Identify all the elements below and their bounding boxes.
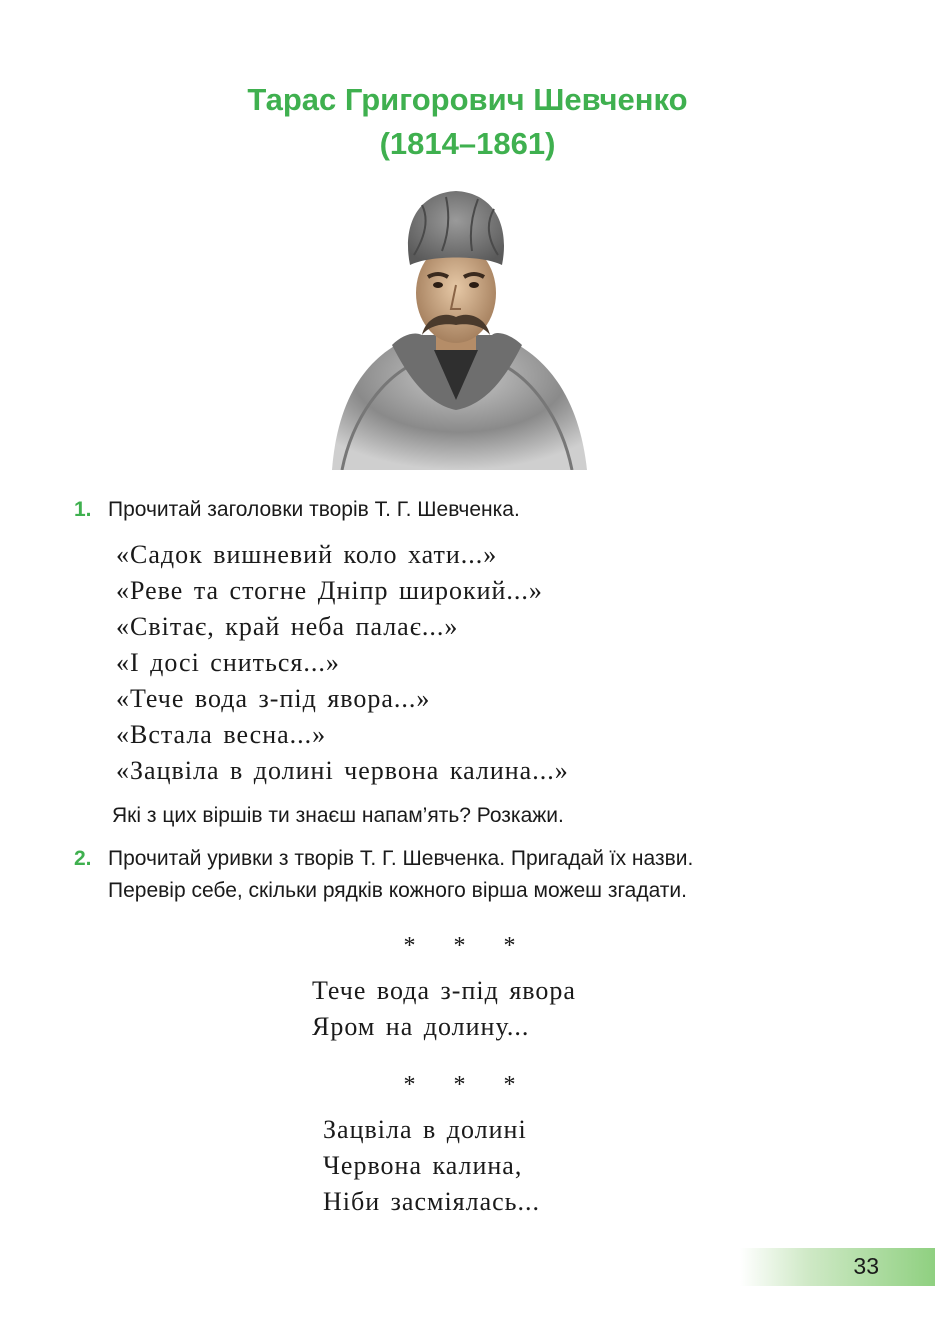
task-2-text-line1: Прочитай уривки з творів Т. Г. Шевченка. Пригадай їх назви.	[108, 847, 694, 870]
poem-line: Яром на долину...	[312, 1012, 530, 1041]
page-number-bar	[740, 1248, 935, 1286]
task-1-question: Які з цих віршів ти знаєш напам’ять? Розкажи.	[112, 804, 564, 827]
task-number-1: 1.	[74, 498, 92, 521]
task-1-text: Прочитай заголовки творів Т. Г. Шевченка.	[108, 498, 520, 521]
poem-line: Зацвіла в долині	[323, 1115, 527, 1144]
list-item: «І досі сниться...»	[116, 648, 340, 677]
list-item: «Садок вишневий коло хати...»	[116, 540, 498, 569]
task-2-text-line2: Перевір себе, скільки рядків кожного вірша можеш згадати.	[108, 879, 687, 902]
portrait-illustration	[322, 185, 590, 470]
page-number: 33	[853, 1253, 879, 1279]
page-subtitle-years: (1814–1861)	[379, 126, 556, 161]
poem-excerpt-2	[323, 1112, 540, 1220]
list-item: «Тече вода з-під явора...»	[116, 684, 431, 713]
page-title: Тарас Григорович Шевченко	[247, 82, 688, 117]
list-item: «Реве та стогне Дніпр широкий...»	[116, 576, 543, 605]
poem-line: Ніби засміялась...	[323, 1187, 541, 1216]
list-item: «Світає, край неба палає...»	[116, 612, 459, 641]
list-item: «Зацвіла в долині червона калина...»	[116, 756, 569, 785]
poem-line: Червона калина,	[323, 1151, 523, 1180]
separator-stars: * * *	[403, 1072, 532, 1098]
separator-stars: * * *	[403, 933, 532, 959]
poem-line: Тече вода з-під явора	[312, 976, 576, 1005]
list-item: «Встала весна...»	[116, 720, 327, 749]
poem-excerpt-1	[312, 973, 576, 1045]
works-titles-list	[116, 537, 569, 789]
task-number-2: 2.	[74, 847, 92, 870]
